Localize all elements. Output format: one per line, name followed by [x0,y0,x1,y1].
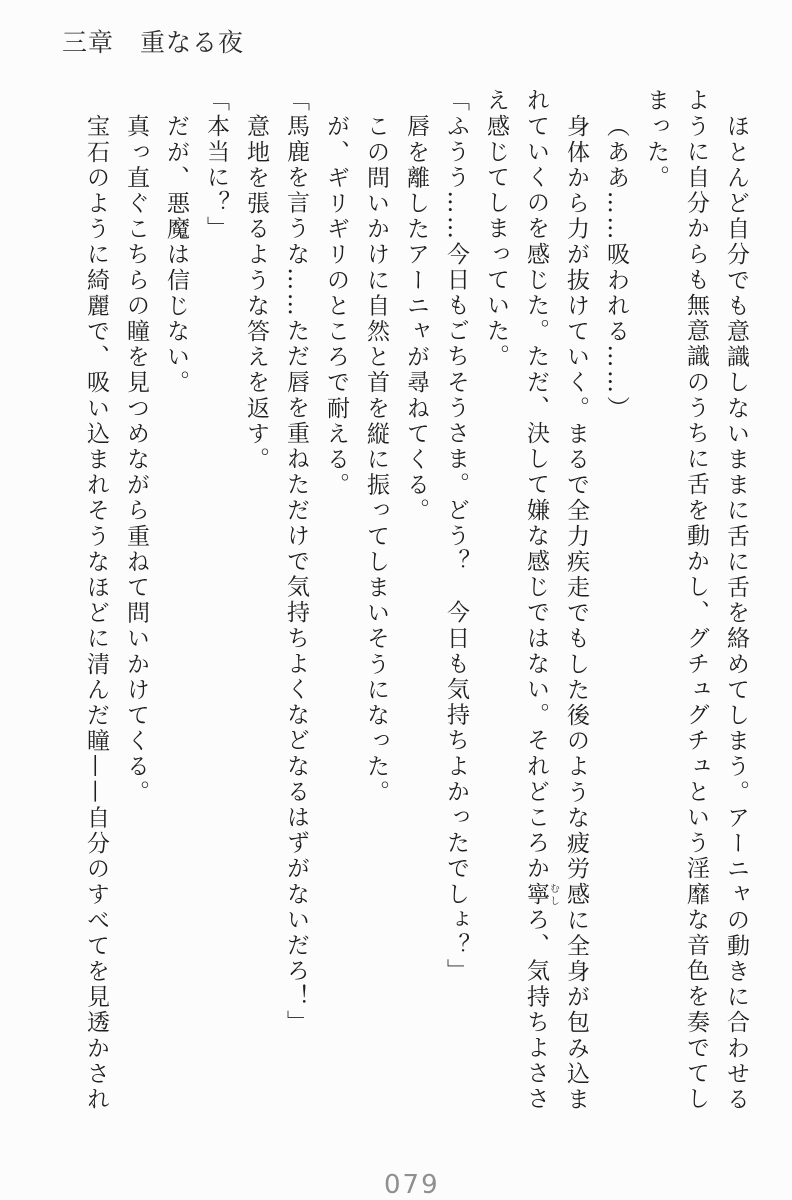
paragraph: 「本当に？」 [203,88,229,242]
paragraph: この問いかけに自然と首を縦に振ってしまいそうになった。 [363,114,389,806]
paragraph: （ああ……吸われる……） [603,114,629,422]
paragraph: ほとんど自分でも意識しないままに舌に舌を絡めてしまう。アーニャの動きに合わせるように自分からも無意識のうちに舌を動かし、グチュグチュという淫靡な音色を奏でてしまった。 [643,88,749,1113]
paragraph: 宝石のように綺麗で、吸い込まれそうなほどに清んだ瞳——自分のすべてを見透かされ [83,114,109,1113]
chapter-header: 三章 重なる夜 [62,28,245,57]
furigana-ruby: 寧むし [523,881,559,908]
paragraph: 「ふうう……今日もごちそうさま。どう？ 今日も気持ちよかったでしょ？」 [443,88,469,984]
paragraph: 意地を張るような答えを返す。 [243,114,269,473]
page-number: 079 [384,1170,440,1200]
paragraph: 真っ直ぐこちらの瞳を見つめながら重ねて問いかけてくる。 [123,114,149,806]
paragraph: 「馬鹿を言うな……ただ唇を重ねただけで気持ちよくなどなるはずがないだろ！」 [283,88,309,1036]
paragraph: 唇を離したアーニャが尋ねてくる。 [403,114,429,524]
paragraph: が、ギリギリのところで耐える。 [323,114,349,498]
paragraph: 身体から力が抜けていく。まるで全力疾走でもした後のような疲労感に全身が包み込まれていくのを感じた。ただ、決して嫌な感じではない。それどころか寧むしろ、気持ちよささえ感じてしまっていた。 [483,88,589,1113]
text-body [76,88,756,1114]
paragraph: だが、悪魔は信じない。 [163,114,189,396]
